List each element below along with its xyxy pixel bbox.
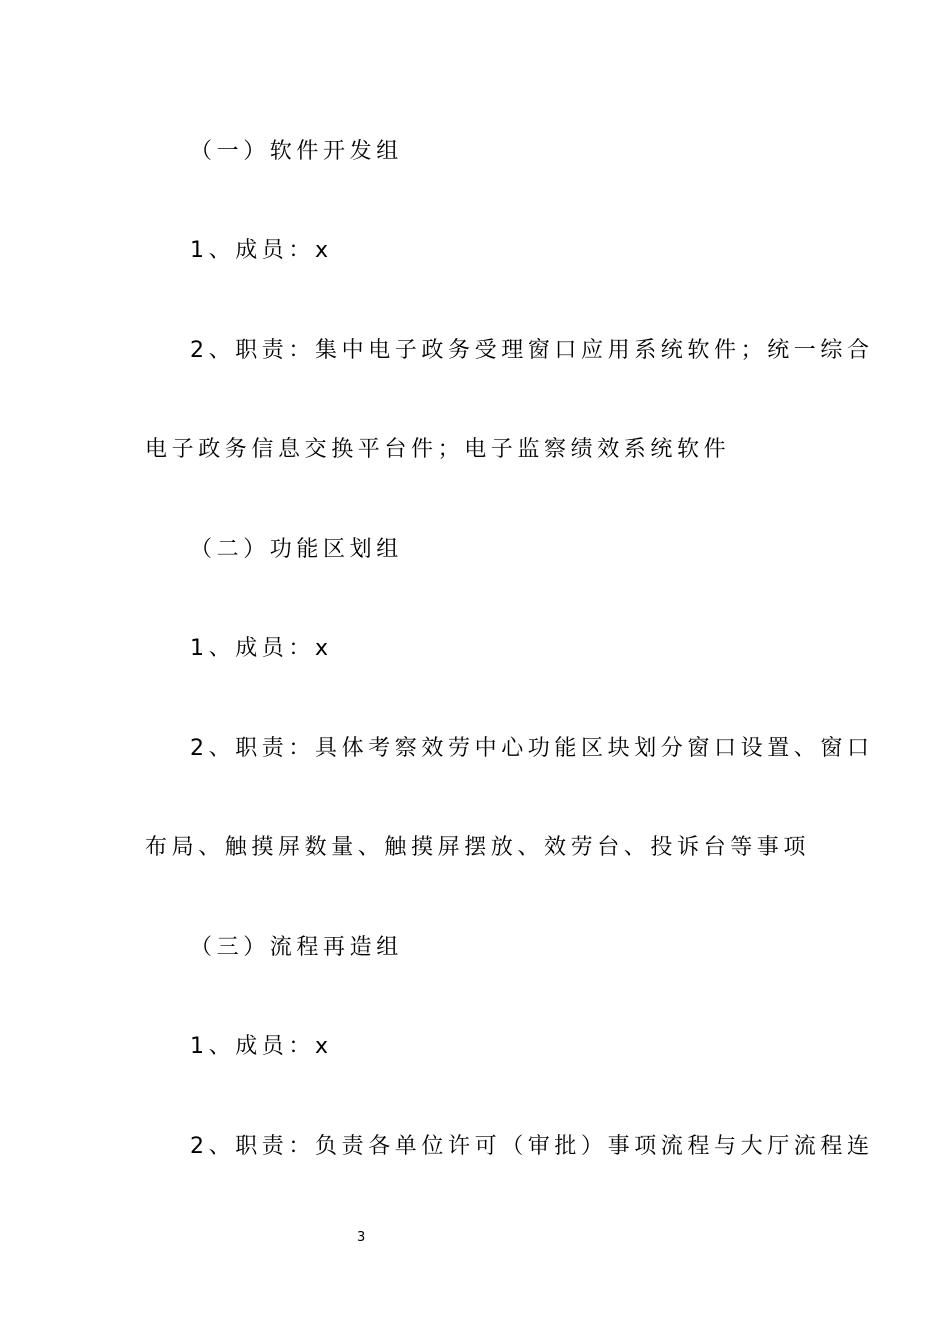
page-number: 3 [357, 1230, 366, 1245]
duties-line: 2、职责：负责各单位许可（审批）事项流程与大厅流程连 [190, 1134, 874, 1159]
members-line: 1、成员：x [190, 238, 333, 263]
duties-line: 2、职责：具体考察效劳中心功能区块划分窗口设置、窗口 [190, 736, 874, 761]
members-line: 1、成员：x [190, 636, 333, 661]
members-line: 1、成员：x [190, 1034, 333, 1059]
section-heading-process-reengineering: （三）流程再造组 [190, 935, 403, 960]
duties-line: 2、职责：集中电子政务受理窗口应用系统软件；统一综合 [190, 338, 874, 363]
duties-continuation: 电子政务信息交换平台件；电子监察绩效系统软件 [145, 437, 731, 462]
duties-continuation: 布局、触摸屏数量、触摸屏摆放、效劳台、投诉台等事项 [145, 835, 811, 860]
section-heading-function-zoning: （二）功能区划组 [190, 537, 403, 562]
section-heading-software-dev: （一）软件开发组 [190, 139, 403, 164]
